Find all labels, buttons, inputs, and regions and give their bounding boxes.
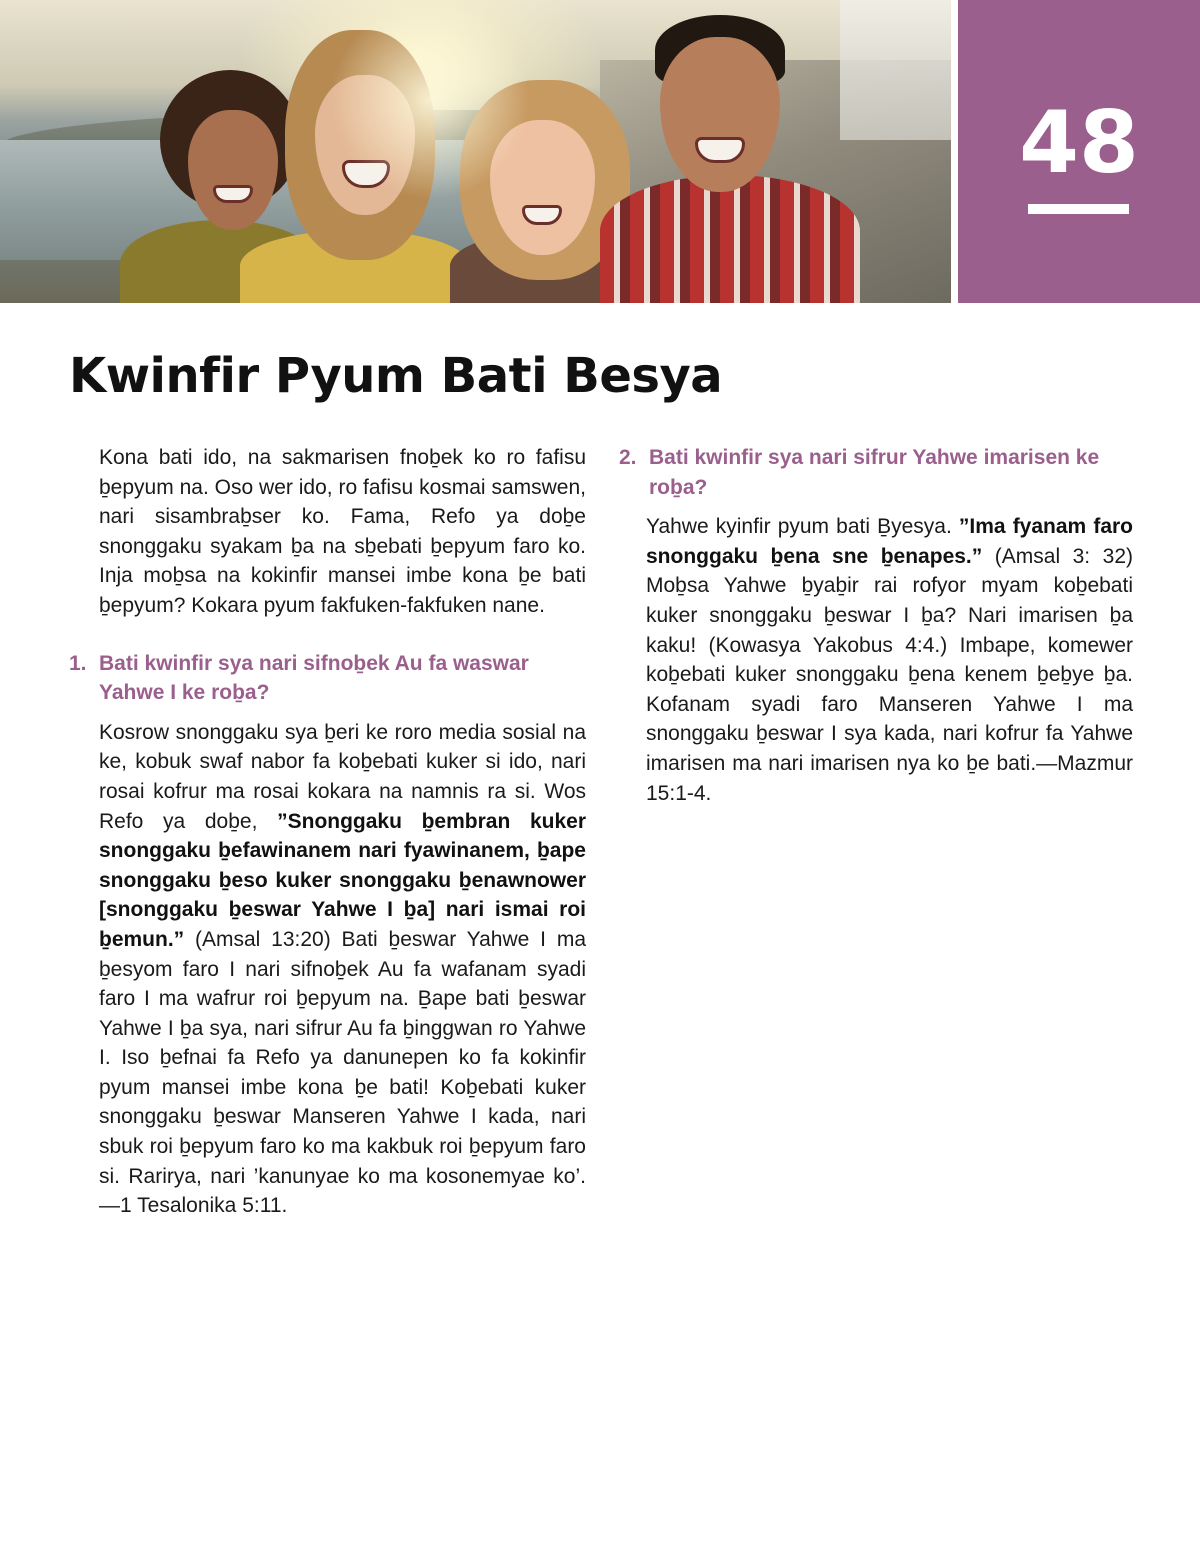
left-column xyxy=(69,443,586,1221)
sun-glow xyxy=(330,0,530,200)
section-2-text-a: Yahwe kyinfir pyum bati Ḇyesya. xyxy=(646,515,959,539)
section-2-quote: ”Ima fyanam faro snonggaku ḇena sne ḇenapes.” xyxy=(646,515,1133,568)
lesson-badge xyxy=(958,0,1200,303)
section-1-text-a: Kosrow snonggaku sya ḇeri ke roro media sosial na ke, kobuk swaf nabor fa koḇebati kuker si ido, nari rosai kofrur ma rosai kokara na namnis ra si. Wos Refo ya doḇe, xyxy=(99,720,586,833)
section-1-text-b: (Amsal 13:20) Bati ḇeswar Yahwe I ma ḇesyom faro I nari sifnoḇek Au fa wafanam syadi faro I ma wafrur roi ḇepyum na. Ḇape bati ḇeswar Yahwe I ḇa sya, nari sifrur Au fa ḇinggwan ro Yahwe I. Iso ḇefnai fa Refo ya danunepen ko fa kokinfir pyum mansei imbe kona ḇe bati! Koḇebati kuker snonggaku ḇeswar Manseren Yahwe I kada, nari sbuk roi ḇepyum faro ko ma kakbuk roi ḇepyum faro si. Rarirya, nari ’kanunyae ko ma kosonemyae ko’. —1 Tesalonika 5:11. xyxy=(99,927,586,1218)
section-1-quote: ”Snonggaku ḇembran kuker snonggaku ḇefawinanem nari fyawinanem, ḇape snonggaku ḇeso kuker snonggaku ḇenawnower [snonggaku ḇeswar Yahwe I ḇa] nari ismai roi ḇemun.” xyxy=(99,809,587,951)
section-1-paragraph xyxy=(99,718,586,1221)
section-2-question: Bati kwinfir sya nari sifrur Yahwe imarisen ke roḇa? xyxy=(649,446,1100,499)
section-1-heading xyxy=(69,649,586,708)
section-2-text-b: (Amsal 3: 32) Moḇsa Yahwe ḇyaḇir rai rofyor myam koḇebati kuker snonggaku ḇeswar I ḇa? Nari imarisen ḇa kaku! (Kowasya Yakobus 4:4.) Imbape, komewer koḇebati kuker snonggaku ḇena kenem ḇeḇye ḇa. Kofanam syadi faro Manseren Yahwe I ma snonggaku ḇeswar I sya kada, nari kofrur fa Yahwe imarisen ma nari imarisen nya ko ḇe bati.—Mazmur 15:1-4. xyxy=(646,544,1133,805)
section-1-question: Bati kwinfir sya nari sifnoḇek Au fa waswar Yahwe I ke roḇa? xyxy=(99,651,529,705)
page-title: Kwinfir Pyum Bati Besya xyxy=(69,348,723,404)
right-column xyxy=(619,443,1133,808)
section-1-number: 1. xyxy=(69,651,87,675)
header-photo xyxy=(0,0,951,303)
section-2-heading xyxy=(619,443,1133,502)
section-2-paragraph xyxy=(646,512,1133,808)
lesson-number: 48 xyxy=(1019,93,1139,193)
section-2-number: 2. xyxy=(619,446,637,469)
person-4 xyxy=(600,15,860,303)
intro-paragraph: Kona bati ido, na sakmarisen fnoḇek ko ro fafisu ḇepyum na. Oso wer ido, ro fafisu kosmai samswen, nari sisambraḇser ko. Fama, Refo ya doḇe snonggaku syakam ḇa na sḇebati ḇepyum faro ko. Inja moḇsa na kokinfir mansei imbe kona ḇe bati ḇepyum? Kokara pyum fakfuken-fakfuken nane. xyxy=(99,446,586,617)
badge-underline xyxy=(1028,204,1129,214)
